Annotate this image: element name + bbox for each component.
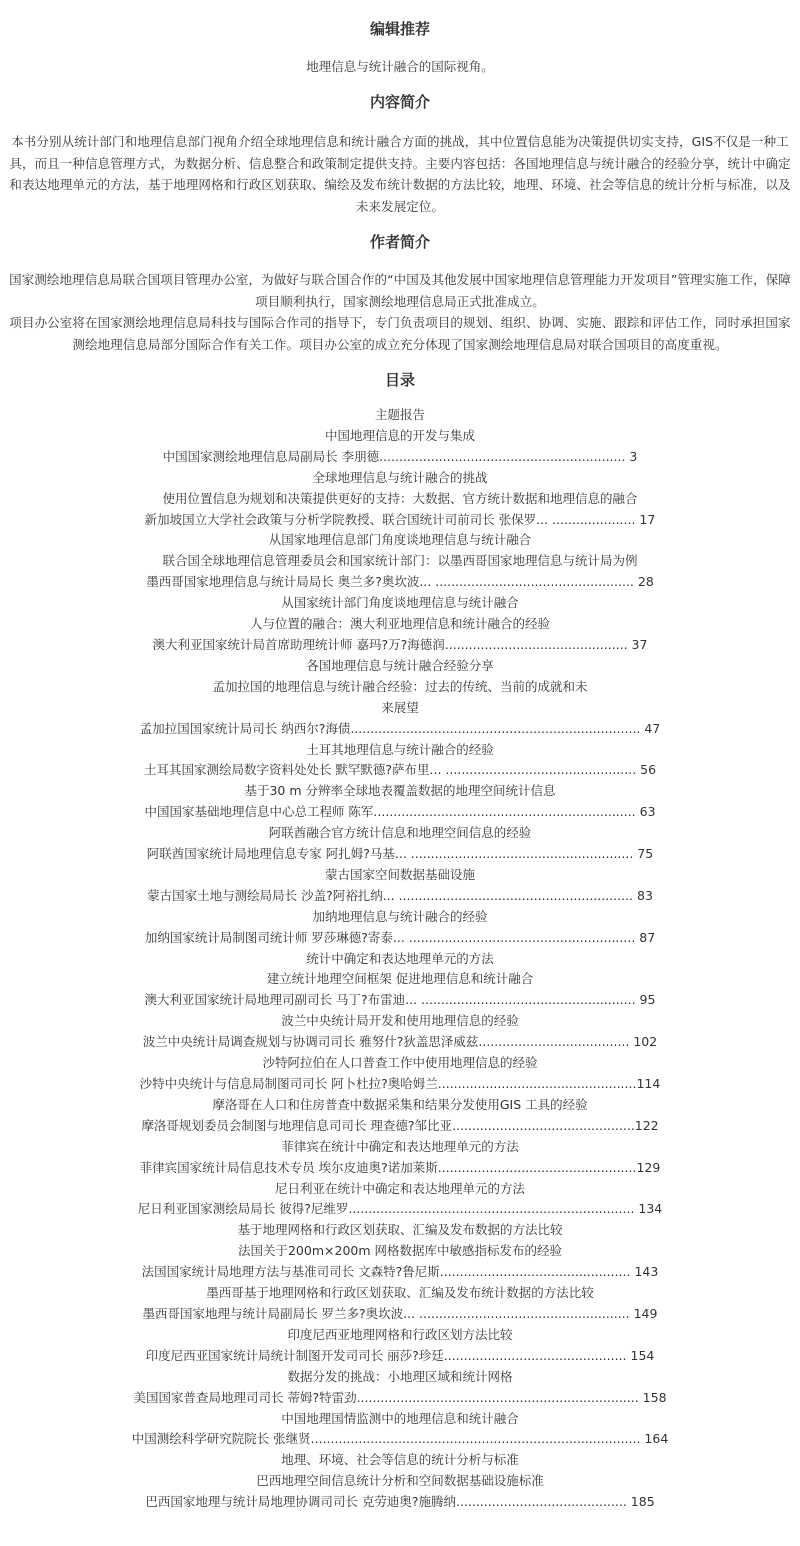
editor-recommendation-heading: 编辑推荐 <box>369 20 430 38</box>
toc-entry: 加纳国家统计局制图司统计师 罗莎琳德?寄泰... ......................................................... 87 <box>144 929 656 945</box>
spacer <box>0 40 800 56</box>
toc-entry: 使用位置信息为规划和决策提供更好的支持：大数据、官方统计数据和地理信息的融合 <box>162 490 638 506</box>
toc-entry: 沙特阿拉伯在人口普查工作中使用地理信息的经验 <box>262 1055 538 1071</box>
toc-entry: 菲律宾国家统计局信息技术专员 埃尔皮迪奥?诺加莱斯..................................................129 <box>139 1159 661 1175</box>
spacer <box>0 217 800 231</box>
spacer <box>0 113 800 131</box>
toc-entry: 澳大利亚国家统计局地理司副司长 马丁?布雷迪... ...................................................... 95 <box>144 992 656 1008</box>
toc-entry: 印度尼西亚地理网格和行政区划方法比较 <box>287 1326 513 1342</box>
toc-entry: 中国地理国情监测中的地理信息和统计融合 <box>281 1410 519 1426</box>
table-of-contents <box>0 405 800 1513</box>
author-intro-text-1 <box>0 269 800 312</box>
toc-entry: 基于地理网格和行政区划获取、汇编及发布数据的方法比较 <box>237 1222 563 1238</box>
spacer <box>0 355 800 369</box>
editor-recommendation-text: 地理信息与统计融合的国际视角。 <box>306 59 494 74</box>
toc-entry: 新加坡国立大学社会政策与分析学院教授、联合国统计司前司长 张保罗... ..................... 17 <box>144 511 656 527</box>
toc-entry: 波兰中央统计局调查规划与协调司司长 雅努什?狄盖思泽威兹...................................... 102 <box>142 1034 658 1050</box>
spacer <box>0 77 800 91</box>
toc-heading: 目录 <box>384 371 415 389</box>
toc-entry: 菲律宾在统计中确定和表达地理单元的方法 <box>281 1138 519 1154</box>
toc-entry: 蒙古国家空间数据基础设施 <box>324 866 475 882</box>
toc-entry: 地理、环境、社会等信息的统计分析与标准 <box>281 1452 519 1468</box>
toc-entry: 数据分发的挑战：小地理区域和统计网格 <box>287 1368 513 1384</box>
toc-entry: 阿联酋融合官方统计信息和地理空间信息的经验 <box>268 825 532 841</box>
toc-entry: 法国关于200m×200m 网格数据库中敏感指标发布的经验 <box>237 1243 563 1259</box>
toc-entry: 统计中确定和表达地理单元的方法 <box>306 950 494 966</box>
author-intro-text-2 <box>0 312 800 355</box>
content-intro-text <box>0 131 800 217</box>
toc-entry: 从国家地理信息部门角度谈地理信息与统计融合 <box>268 532 532 548</box>
toc-entry: 波兰中央统计局开发和使用地理信息的经验 <box>281 1013 519 1029</box>
toc-entry: 土耳其国家测绘局数字资料处处长 默罕默德?萨布里... ................................................ 56 <box>143 762 657 778</box>
toc-entry: 阿联酋国家统计局地理信息专家 阿扎姆?马基... ........................................................ 75 <box>146 846 654 862</box>
toc-entry: 巴西地理空间信息统计分析和空间数据基础设施标准 <box>256 1473 544 1489</box>
content-intro-paragraph: 本书分别从统计部门和地理信息部门视角介绍全球地理信息和统计融合方面的挑战，其中位置信息能为决策提供切实支持，GIS不仅是一种工具，而且一种信息管理方式，为数据分析、信息整合和政策制定提供支持。主要内容包括：各国地理信息与统计融合的经验分享，统计中确定和表达地理单元的方法，基于地理网格和行政区划获取、编绘及发布统计数据的方法比较，地理、环境、社会等信息的统计分析与标准，以及未来发展定位。 <box>9 134 791 214</box>
toc-entry: 印度尼西亚国家统计局统计制图开发司司长 丽莎?珍廷.............................................. 154 <box>145 1347 655 1363</box>
toc-entry: 从国家统计部门角度谈地理信息与统计融合 <box>281 595 519 611</box>
toc-entry: 蒙古国家土地与测绘局局长 沙盖?阿裕扎纳... ........................................................... 83 <box>147 887 653 903</box>
toc-entry: 孟加拉国国家统计局司长 纳西尔?海债......................................................................... 47 <box>139 720 661 736</box>
spacer <box>0 253 800 269</box>
toc-entry: 中国国家基础地理信息中心总工程师 陈军.................................................................. 63 <box>144 804 656 820</box>
toc-entry: 中国地理信息的开发与集成 <box>324 427 475 443</box>
author-intro-paragraph-1: 国家测绘地理信息局联合国项目管理办公室，为做好与联合国合作的“中国及其他发展中国家地理信息管理能力开发项目”管理实施工作，保障项目顺利执行，国家测绘地理信息局正式批准成立。 <box>9 272 791 309</box>
toc-entry: 巴西国家地理与统计局地理协调司司长 克劳迪奥?施腾纳........................................... 185 <box>145 1494 655 1510</box>
toc-entry: 土耳其地理信息与统计融合的经验 <box>306 741 494 757</box>
toc-entry: 联合国全球地理信息管理委员会和国家统计部门：以墨西哥国家地理信息与统计局为例 <box>162 553 638 569</box>
toc-entry: 尼日利亚国家测绘局局长 彼得?尼维罗........................................................................ 134 <box>137 1201 663 1217</box>
toc-entry: 摩洛哥在人口和住房普查中数据采集和结果分发使用GIS 工具的经验 <box>212 1096 588 1112</box>
toc-entry: 墨西哥国家地理与统计局副局长 罗兰多?奥坎波... ..................................................... 149 <box>142 1305 658 1321</box>
toc-entry: 沙特中央统计与信息局制图司司长 阿卜杜拉?奥哈姆兰..................................................114 <box>139 1076 661 1091</box>
toc-entry: 尼日利亚在统计中确定和表达地理单元的方法 <box>274 1180 525 1196</box>
toc-entry: 主题报告 <box>374 407 425 422</box>
toc-entry: 中国测绘科学研究院院长 张继贤................................................................................... 164 <box>131 1431 669 1447</box>
toc-entry: 澳大利亚国家统计局首席助理统计师 嘉玛?万?海德润.............................................. 37 <box>152 636 648 652</box>
toc-entry: 法国国家统计局地理方法与基准司司长 文森特?鲁尼斯................................................ 143 <box>141 1264 659 1280</box>
toc-entry: 墨西哥基于地理网格和行政区划获取、汇编及发布统计数据的方法比较 <box>206 1285 594 1301</box>
toc-entry: 孟加拉国的地理信息与统计融合经验：过去的传统、当前的成就和未 <box>212 678 588 694</box>
toc-entry: 人与位置的融合：澳大利亚地理信息和统计融合的经验 <box>249 616 550 632</box>
toc-entry: 加纳地理信息与统计融合的经验 <box>312 908 488 924</box>
toc-entry: 全球地理信息与统计融合的挑战 <box>312 469 488 485</box>
toc-entry: 基于30 m 分辨率全球地表覆盖数据的地理空间统计信息 <box>244 783 556 799</box>
toc-entry: 各国地理信息与统计融合经验分享 <box>306 657 494 673</box>
content-intro-heading: 内容简介 <box>369 93 430 111</box>
toc-entry: 建立统计地理空间框架 促进地理信息和统计融合 <box>266 971 534 987</box>
toc-entry: 中国国家测绘地理信息局副局长 李朋德.............................................................. 3 <box>162 448 638 464</box>
author-intro-paragraph-2: 项目办公室将在国家测绘地理信息局科技与国际合作司的指导下，专门负责项目的规划、组织、协调、实施、跟踪和评估工作，同时承担国家测绘地理信息局部分国际合作有关工作。项目办公室的成立充分体现了国家测绘地理信息局对联合国项目的高度重视。 <box>9 315 791 352</box>
toc-entry: 墨西哥国家地理信息与统计局局长 奥兰多?奥坎波... .................................................. 28 <box>146 574 654 590</box>
toc-entry: 美国国家普查局地理司司长 蒂姆?特雷劲....................................................................... 158 <box>133 1389 667 1405</box>
author-intro-heading: 作者简介 <box>369 233 430 251</box>
toc-entry: 来展望 <box>381 699 419 715</box>
toc-entry: 摩洛哥规划委员会制图与地理信息司司长 理查德?邹比亚..............................................122 <box>141 1117 659 1133</box>
